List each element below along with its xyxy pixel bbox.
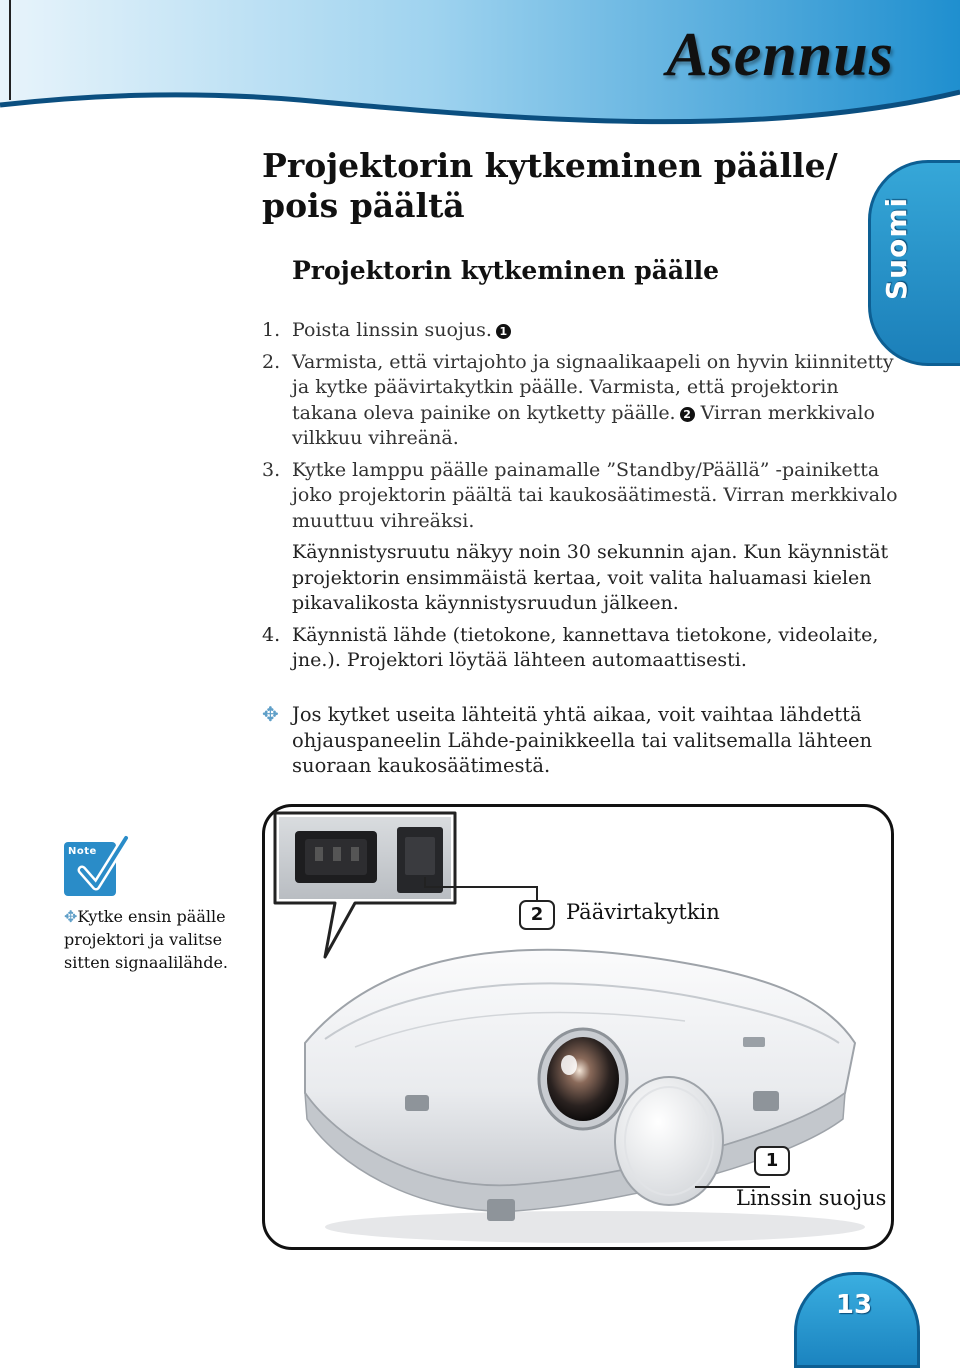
chapter-title: Asennus [666, 21, 894, 89]
callout-badge-1: 1 [754, 1146, 790, 1176]
callout-label-lens-cap: Linssin suojus [736, 1186, 887, 1210]
step-extra: Käynnistysruutu näkyy noin 30 sekunnin ajan. Kun käynnistät projektorin ensimmäistä kertaa, voit valita haluamasi kielen pikavalikosta käynnistysruudun jälkeen. [292, 541, 889, 614]
list-item [262, 350, 902, 452]
step-text: Kytke lamppu päälle painamalle ”Standby/Päällä” -painiketta joko projektorin päältä tai kaukosäätimestä. Virran merkkivalo muuttuu vihreäksi. [292, 458, 898, 532]
projector-illustration [265, 807, 891, 1247]
callout-label-main-switch: Päävirtakytkin [566, 900, 720, 924]
note-body: Kytke ensin päälle projektori ja valitse sitten signaalilähde. [64, 907, 228, 972]
section-title: Projektorin kytkeminen päälle [292, 256, 720, 285]
step-number: 2. [262, 350, 281, 373]
diamond-bullet-icon: ✥ [64, 907, 78, 926]
step-badge: 2 [680, 407, 695, 422]
step-text: Varmista, että virtajohto ja signaalikaapeli on hyvin kiinnitetty ja kytke päävirtakytkin päälle. Varmista, että projektorin takana oleva painike on kytketty päälle. [292, 350, 894, 424]
page-title: Projektorin kytkeminen päälle/ pois päältä [262, 146, 838, 225]
language-label: Suomi [880, 196, 913, 300]
step-text: Poista linssin suojus. [292, 319, 492, 341]
diamond-bullet-icon: ✥ [262, 702, 279, 726]
list-item [262, 318, 902, 344]
note-label: Note [68, 846, 97, 857]
tip [262, 702, 902, 779]
steps-list [262, 318, 902, 674]
tip-text: Jos kytket useita lähteitä yhtä aikaa, voit vaihtaa lähdettä ohjauspaneelin Lähde-painikkeella tai valitsemalla lähteen suoraan kaukosäätimestä. [292, 703, 873, 777]
step-number: 3. [262, 458, 281, 481]
note-text [64, 905, 256, 974]
step-number: 4. [262, 623, 281, 646]
step-badge: 1 [496, 324, 511, 339]
step-text-after: Virran merkkivalo vilkkuu vihreänä. [292, 401, 875, 449]
page-number: 13 [835, 1290, 873, 1320]
step-text: Käynnistä lähde (tietokone, kannettava tietokone, videolaite, jne.). Projektori löytää lähteen automaattisesti. [292, 623, 879, 671]
step-number: 1. [262, 319, 281, 341]
list-item [262, 458, 902, 535]
callout-badge-2: 2 [519, 900, 555, 930]
page-number-tab [794, 1272, 920, 1368]
list-item [262, 623, 902, 674]
checkmark-icon [76, 834, 130, 894]
